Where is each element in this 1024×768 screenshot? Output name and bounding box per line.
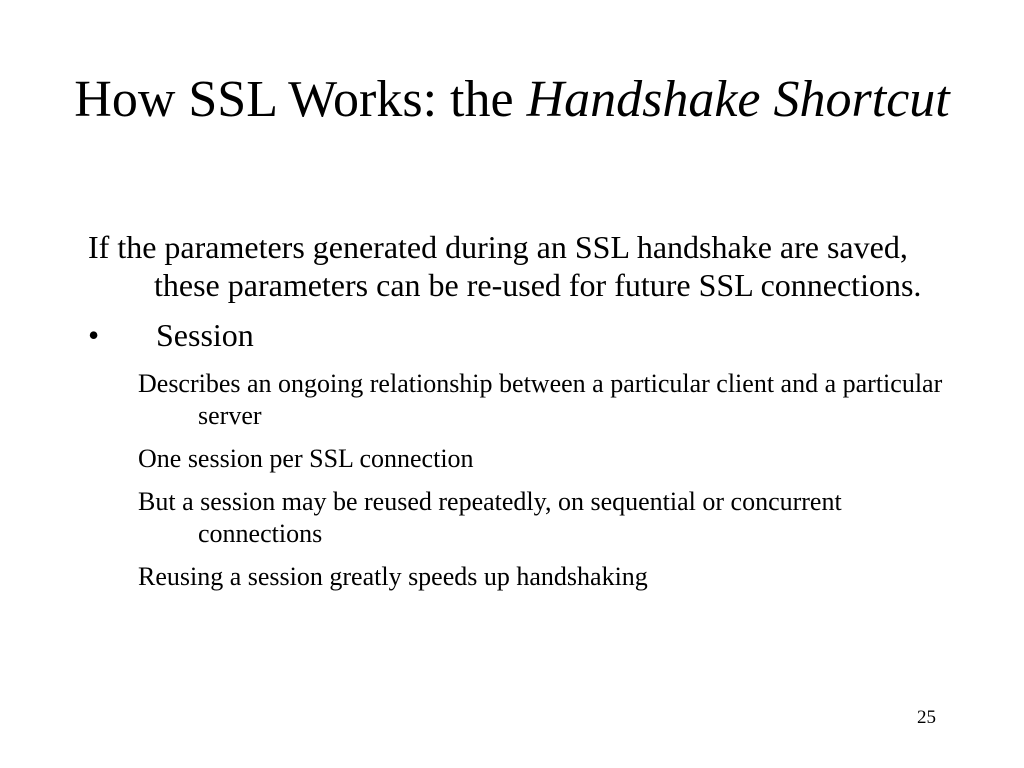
sub-item-speedup: Reusing a session greatly speeds up handshaking xyxy=(138,562,648,591)
slide-title xyxy=(40,68,984,132)
sub-list xyxy=(88,368,968,593)
bullet-icon: • xyxy=(88,317,100,353)
intro-paragraph: If the parameters generated during an SSL handshake are saved, these parameters can be re-used for future SSL connections. xyxy=(88,229,922,303)
bullet-item-session xyxy=(88,316,968,354)
sub-item-reuse: But a session may be reused repeatedly, on sequential or concurrent connections xyxy=(138,487,842,548)
sub-item-description: Describes an ongoing relationship between a particular client and a particular server xyxy=(138,369,943,430)
slide-body xyxy=(88,228,968,604)
slide-title-plain: How SSL Works: the xyxy=(74,71,527,128)
bullet-label: Session xyxy=(156,317,254,353)
slide-title-italic: Handshake Shortcut xyxy=(526,71,950,128)
page-number: 25 xyxy=(917,707,936,728)
sub-item-one-per-connection: One session per SSL connection xyxy=(138,444,474,473)
